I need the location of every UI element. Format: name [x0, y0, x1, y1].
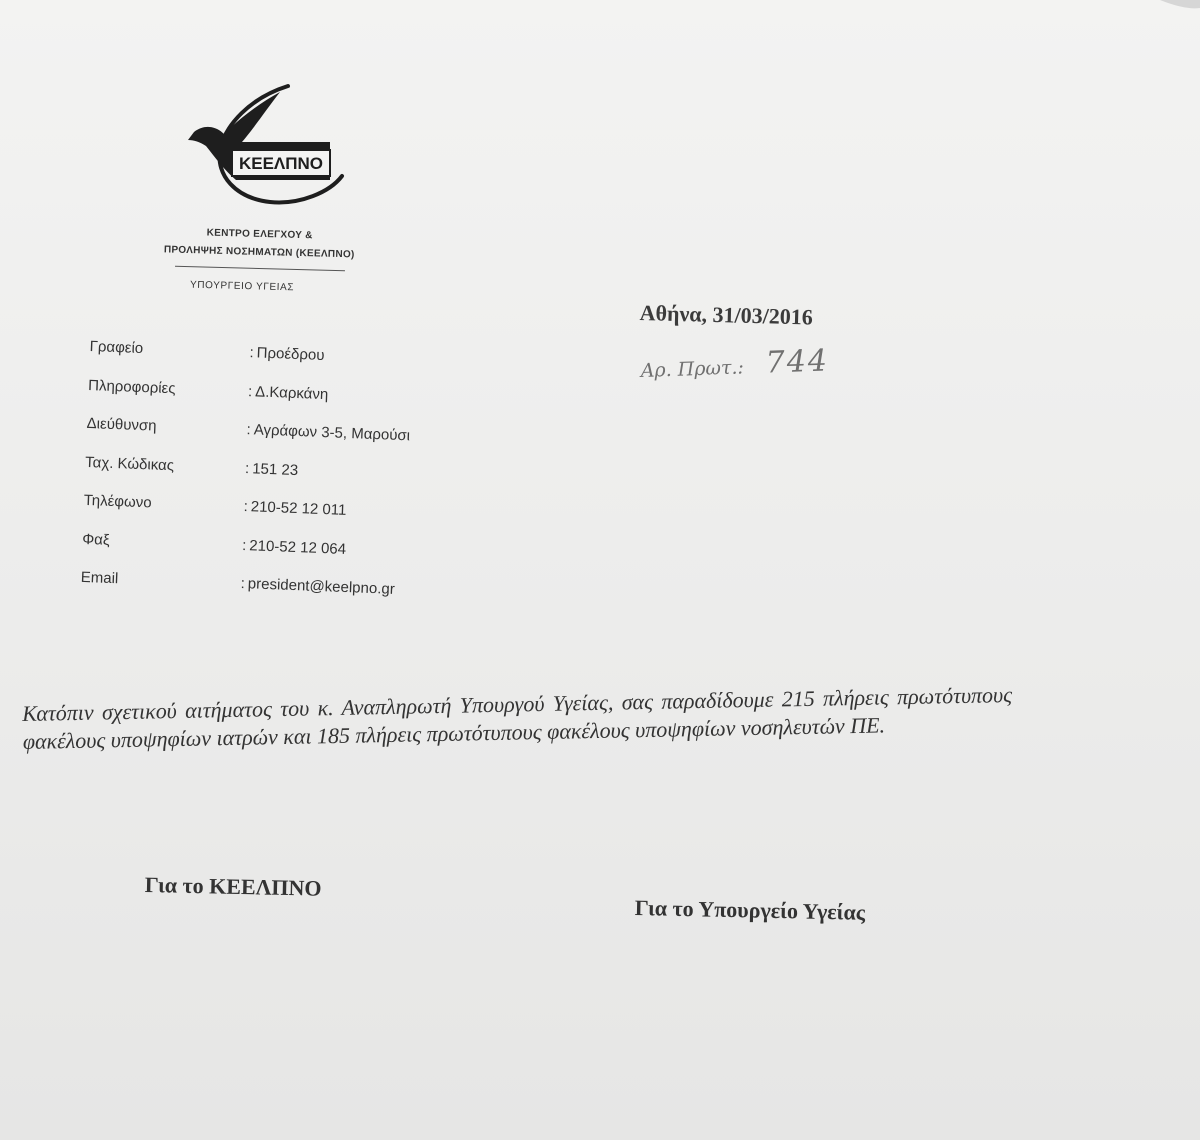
info-value: : 210-52 12 011 [243, 498, 346, 519]
sender-info-block [80, 338, 510, 623]
info-label: Τηλέφωνο [83, 491, 152, 512]
info-label: Ταχ. Κώδικας [84, 453, 175, 474]
page-corner-shadow [1140, 0, 1200, 30]
letter-body: Κατόπιν σχετικού αιτήματος του κ. Αναπληρωτή Υπουργού Υγείας, σας παραδίδουμε 215 πλήρεις πρωτότυπους φακέλους υποψηφίων ιατρών και 185 πλήρεις πρωτότυπους φακέλους υποψηφίων νοσηλευτών ΠΕ. [22, 681, 1013, 754]
protocol-label: Αρ. Πρωτ.: [640, 356, 745, 382]
info-value: : 210-52 12 064 [242, 537, 347, 558]
header-divider [175, 266, 345, 271]
info-value: : Αγράφων 3-5, Μαρούσι [246, 421, 410, 444]
info-value: : Προέδρου [249, 344, 325, 364]
protocol-number: 744 [765, 343, 830, 381]
info-label: Διεύθυνση [86, 414, 157, 435]
info-label: Πληροφορίες [87, 376, 176, 397]
info-value: : Δ.Καρκάνη [248, 383, 329, 403]
info-value: : 151 23 [245, 460, 299, 479]
signature-ministry: Για το Υπουργείο Υγείας [634, 895, 866, 925]
info-label: Φαξ [81, 530, 110, 549]
protocol-number-handwritten [640, 343, 830, 385]
letter-date: Αθήνα, 31/03/2016 [639, 300, 814, 330]
logo-text: ΚΕΕΛΠΝΟ [238, 154, 324, 173]
info-label: Email [80, 568, 119, 588]
org-line-2: ΠΡΟΛΗΨΗΣ ΝΟΣΗΜΑΤΩΝ (ΚΕΕΛΠΝΟ) [163, 244, 355, 261]
info-value: : president@keelpno.gr [240, 575, 395, 598]
keelpno-dove-logo [180, 80, 350, 210]
info-label: Γραφείο [89, 338, 144, 358]
org-line-1: ΚΕΝΤΡΟ ΕΛΕΓΧΟΥ & [206, 227, 313, 242]
organization-name [109, 222, 410, 266]
signature-keelpno: Για το ΚΕΕΛΠΝΟ [144, 872, 322, 901]
ministry-name: ΥΠΟΥΡΓΕΙΟ ΥΓΕΙΑΣ [189, 279, 295, 294]
